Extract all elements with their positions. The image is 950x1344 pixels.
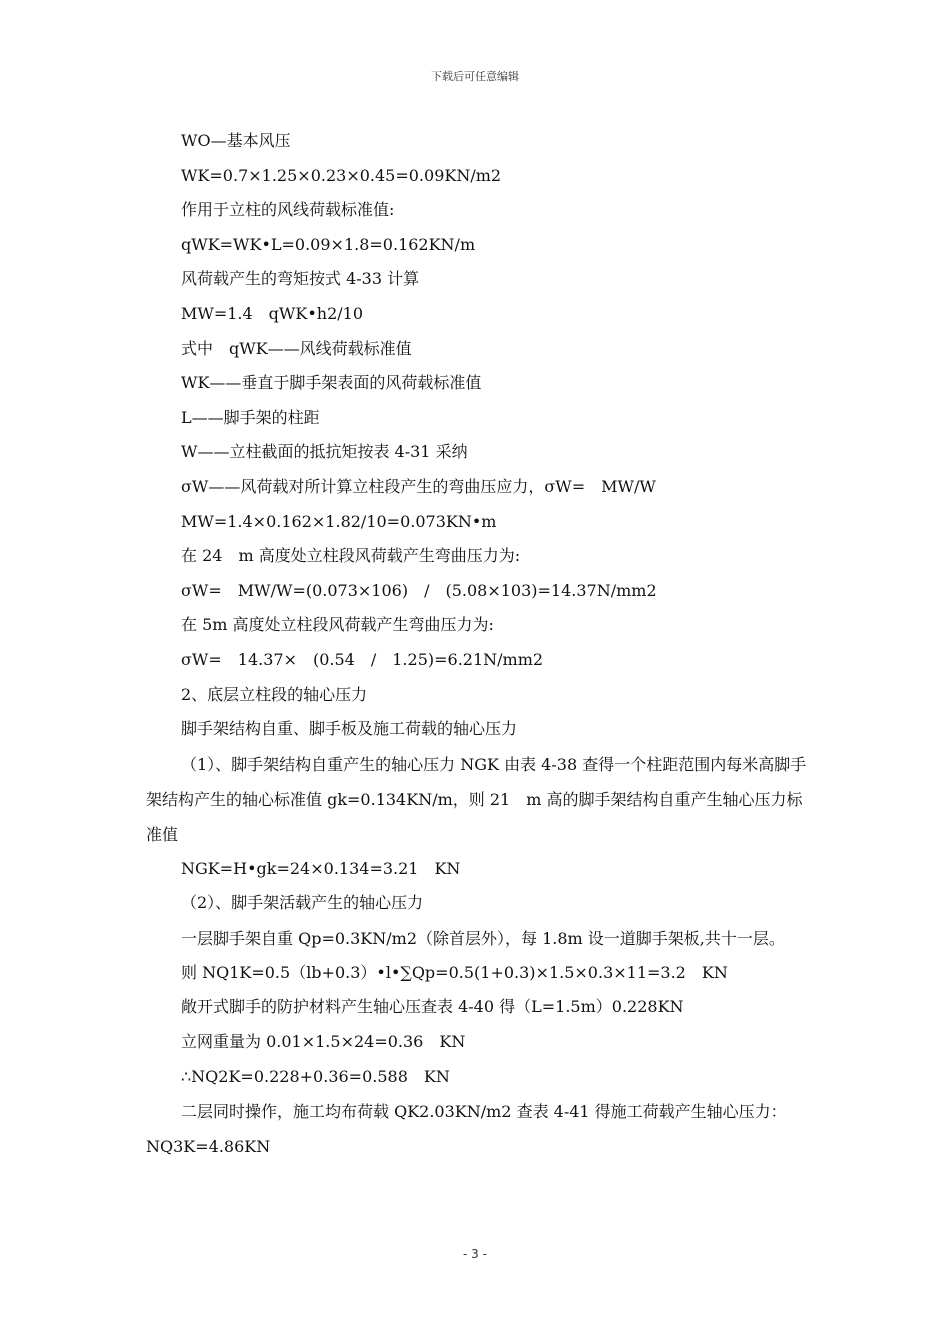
text-line: qWK=WK•L=0.09×1.8=0.162KN/m xyxy=(181,234,476,254)
text-line: ∴NQ2K=0.228+0.36=0.588 KN xyxy=(181,1066,450,1086)
text-line: 在 5m 高度处立柱段风荷载产生弯曲压力为: xyxy=(181,615,494,635)
text-line: L——脚手架的柱距 xyxy=(181,407,320,427)
page-header-note: 下载后可任意编辑 xyxy=(431,70,519,83)
paragraph: 一层脚手架自重 Qp=0.3KN/m2（除首层外），每 1.8m 设一道脚手架板,共十一层。 xyxy=(181,928,785,948)
text-line: 立网重量为 0.01×1.5×24=0.36 KN xyxy=(181,1032,466,1052)
text-line: WK=0.7×1.25×0.23×0.45=0.09KN/m2 xyxy=(181,165,502,185)
text-line: 则 NQ1K=0.5（lb+0.3）•l•∑Qp=0.5(1+0.3)×1.5×0.3×11=3.2 KN xyxy=(181,962,728,982)
text-line: （2）、脚手架活载产生的轴心压力 xyxy=(181,893,424,913)
text-line: 敞开式脚手的防护材料产生轴心压查表 4-40 得（L=1.5m）0.228KN xyxy=(181,997,684,1017)
text-line: W——立柱截面的抵抗矩按表 4-31 采纳 xyxy=(181,442,468,462)
text-line: 在 24 m 高度处立柱段风荷载产生弯曲压力为: xyxy=(181,546,521,566)
text-line: MW=1.4×0.162×1.82/10=0.073KN•m xyxy=(181,511,497,531)
document-body xyxy=(146,124,808,1164)
text-line: 脚手架结构自重、脚手板及施工荷载的轴心压力 xyxy=(181,719,518,739)
text-line: σW= MW/W=(0.073×106) / (5.08×103)=14.37N/mm2 xyxy=(181,580,657,600)
text-line: σW= 14.37× (0.54 / 1.25)=6.21N/mm2 xyxy=(181,649,544,669)
paragraph: 二层同时操作，施工均布荷载 QK2.03KN/m2 查表 4-41 得施工荷载产生轴心压力：NQ3K=4.86KN xyxy=(146,1102,787,1157)
text-line: MW=1.4 qWK•h2/10 xyxy=(181,303,363,323)
paragraph: （1）、脚手架结构自重产生的轴心压力 NGK 由表 4-38 查得一个柱距范围内每米高脚手架结构产生的轴心标准值 gk=0.134KN/m，则 21 m 高的脚手架结构自重产生轴心压力标准值 xyxy=(146,754,807,844)
text-line: NGK=H•gk=24×0.134=3.21 KN xyxy=(181,858,461,878)
page-number: - 3 - xyxy=(463,1247,487,1261)
text-line: WO—基本风压 xyxy=(181,131,291,150)
text-line: WK——垂直于脚手架表面的风荷载标准值 xyxy=(181,373,482,393)
text-line: 式中 qWK——风线荷载标准值 xyxy=(181,338,412,358)
section-heading: 2、底层立柱段的轴心压力 xyxy=(181,684,368,704)
text-line: 作用于立柱的风线荷载标准值: xyxy=(181,200,395,220)
text-line: σW——风荷载对所计算立柱段产生的弯曲压应力，σW= MW/W xyxy=(181,476,656,496)
text-line: 风荷载产生的弯矩按式 4-33 计算 xyxy=(181,269,420,289)
